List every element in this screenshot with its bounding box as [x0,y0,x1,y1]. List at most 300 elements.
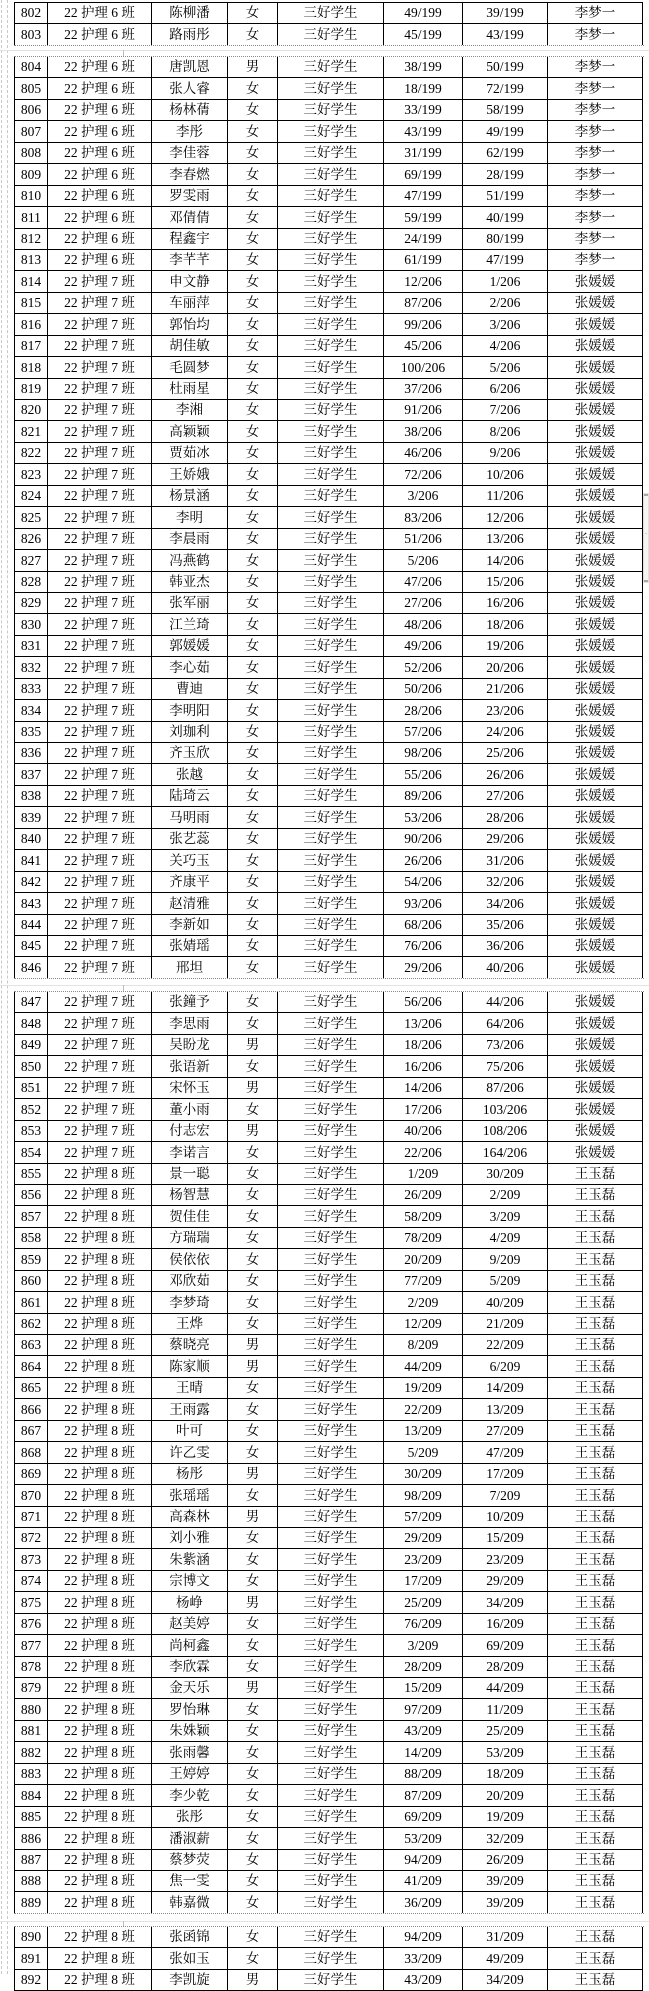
teacher-cell: 张媛媛 [548,935,643,956]
student-name-cell: 曹迪 [152,678,228,699]
rank1-cell: 12/206 [384,271,463,292]
award-cell: 三好学生 [278,1506,384,1527]
rank2-cell: 9/209 [463,1249,548,1270]
student-name-cell: 潘淑薪 [152,1828,228,1849]
class-cell: 22 护理 7 班 [48,721,152,742]
student-name-cell: 张艺蕊 [152,828,228,849]
award-cell: 三好学生 [278,99,384,120]
row-number-cell: 892 [15,1969,48,1990]
class-cell: 22 护理 6 班 [48,3,152,24]
class-cell: 22 护理 7 班 [48,1120,152,1141]
class-cell: 22 护理 8 班 [48,1206,152,1227]
award-cell: 三好学生 [278,1420,384,1441]
award-cell: 三好学生 [278,1549,384,1570]
rank2-cell: 18/206 [463,614,548,635]
teacher-cell: 张媛媛 [548,828,643,849]
row-number-cell: 804 [15,57,48,78]
rank1-cell: 24/199 [384,228,463,249]
table-row [15,1292,643,1313]
teacher-cell: 张媛媛 [548,485,643,506]
table-row [15,850,643,871]
page-gap-line [0,985,649,986]
gender-cell: 女 [228,400,278,421]
rank2-cell: 15/206 [463,571,548,592]
student-name-cell: 吴盼龙 [152,1034,228,1055]
class-cell: 22 护理 7 班 [48,442,152,463]
class-cell: 22 护理 8 班 [48,1699,152,1720]
table-row [15,1420,643,1441]
award-cell: 三好学生 [278,528,384,549]
rank2-cell: 32/209 [463,1828,548,1849]
table-row [15,1227,643,1248]
award-cell: 三好学生 [278,1163,384,1184]
table-row [15,228,643,249]
row-number-cell: 839 [15,807,48,828]
rank2-cell: 19/206 [463,635,548,656]
teacher-cell: 王玉磊 [548,1678,643,1699]
table-row [15,1828,643,1849]
rank1-cell: 29/206 [384,957,463,978]
row-number-cell: 808 [15,142,48,163]
class-cell: 22 护理 8 班 [48,1742,152,1763]
gender-cell: 女 [228,1527,278,1548]
teacher-cell: 王玉磊 [548,1549,643,1570]
student-name-cell: 冯燕鹤 [152,550,228,571]
row-number-cell: 877 [15,1635,48,1656]
student-name-cell: 张语新 [152,1056,228,1077]
rank2-cell: 9/206 [463,442,548,463]
teacher-cell: 张媛媛 [548,850,643,871]
rank1-cell: 3/209 [384,1635,463,1656]
student-name-cell: 邓欣茹 [152,1270,228,1291]
gender-cell: 女 [228,185,278,206]
rank2-cell: 62/199 [463,142,548,163]
class-cell: 22 护理 8 班 [48,1720,152,1741]
rank2-cell: 20/206 [463,657,548,678]
gender-cell: 女 [228,700,278,721]
table-row [15,1892,643,1913]
award-cell: 三好学生 [278,1527,384,1548]
rank2-cell: 64/206 [463,1013,548,1034]
gender-cell: 女 [228,635,278,656]
gender-cell: 女 [228,678,278,699]
table-row [15,185,643,206]
student-name-cell: 张如玉 [152,1948,228,1969]
gender-cell: 女 [228,1099,278,1120]
teacher-cell: 王玉磊 [548,1763,643,1784]
award-cell: 三好学生 [278,1249,384,1270]
award-cell: 三好学生 [278,1099,384,1120]
rank2-cell: 43/199 [463,24,548,45]
teacher-cell: 王玉磊 [548,1313,643,1334]
rank2-cell: 24/206 [463,721,548,742]
gender-cell: 女 [228,1806,278,1827]
rank1-cell: 76/209 [384,1613,463,1634]
award-cell: 三好学生 [278,614,384,635]
row-number-cell: 830 [15,614,48,635]
teacher-cell: 王玉磊 [548,1399,643,1420]
award-cell: 三好学生 [278,335,384,356]
rank2-cell: 36/206 [463,935,548,956]
gender-cell: 女 [228,1849,278,1870]
rank2-cell: 35/206 [463,914,548,935]
awards-table-page-1 [14,2,643,45]
gender-cell: 女 [228,1570,278,1591]
rank1-cell: 48/206 [384,614,463,635]
gender-cell: 女 [228,1249,278,1270]
award-cell: 三好学生 [278,1742,384,1763]
gender-cell: 女 [228,1270,278,1291]
table-row [15,1013,643,1034]
gender-cell: 女 [228,1485,278,1506]
teacher-cell: 王玉磊 [548,1656,643,1677]
award-cell: 三好学生 [278,657,384,678]
awards-table-page-4 [14,1927,643,1991]
class-cell: 22 护理 7 班 [48,378,152,399]
table-row [15,807,643,828]
award-cell: 三好学生 [278,1806,384,1827]
rank2-cell: 47/199 [463,249,548,270]
row-number-cell: 812 [15,228,48,249]
gender-cell: 女 [228,764,278,785]
rank2-cell: 39/209 [463,1892,548,1913]
row-number-cell: 872 [15,1527,48,1548]
class-cell: 22 护理 6 班 [48,228,152,249]
rank2-cell: 26/209 [463,1849,548,1870]
class-cell: 22 护理 7 班 [48,785,152,806]
student-name-cell: 张人睿 [152,78,228,99]
teacher-cell: 张媛媛 [548,764,643,785]
class-cell: 22 护理 7 班 [48,1034,152,1055]
student-name-cell: 郭怡均 [152,314,228,335]
class-cell: 22 护理 8 班 [48,1163,152,1184]
row-number-cell: 847 [15,992,48,1013]
gender-cell: 女 [228,657,278,678]
award-cell: 三好学生 [278,1485,384,1506]
row-number-cell: 802 [15,3,48,24]
rank1-cell: 25/209 [384,1592,463,1613]
student-name-cell: 李少乾 [152,1785,228,1806]
student-name-cell: 张越 [152,764,228,785]
table-row [15,1335,643,1356]
student-name-cell: 齐玉欣 [152,743,228,764]
class-cell: 22 护理 7 班 [48,550,152,571]
rank1-cell: 98/206 [384,743,463,764]
rank2-cell: 10/209 [463,1506,548,1527]
rank2-cell: 28/206 [463,807,548,828]
table-row [15,957,643,978]
teacher-cell: 王玉磊 [548,1720,643,1741]
teacher-cell: 张媛媛 [548,1142,643,1163]
student-name-cell: 蔡晓亮 [152,1335,228,1356]
row-number-cell: 806 [15,99,48,120]
table-row [15,1313,643,1334]
class-cell: 22 护理 8 班 [48,1335,152,1356]
student-name-cell: 高颖颖 [152,421,228,442]
gender-cell: 女 [228,228,278,249]
gender-cell: 女 [228,1142,278,1163]
award-cell: 三好学生 [278,1335,384,1356]
table-row [15,1077,643,1098]
award-cell: 三好学生 [278,421,384,442]
row-number-cell: 832 [15,657,48,678]
rank2-cell: 8/206 [463,421,548,442]
rank1-cell: 61/199 [384,249,463,270]
table-row [15,1485,643,1506]
rank2-cell: 29/206 [463,828,548,849]
row-number-cell: 875 [15,1592,48,1613]
teacher-cell: 王玉磊 [548,1506,643,1527]
rank1-cell: 17/209 [384,1570,463,1591]
row-number-cell: 860 [15,1270,48,1291]
award-cell: 三好学生 [278,78,384,99]
gender-cell: 女 [228,743,278,764]
student-name-cell: 陈柳潘 [152,3,228,24]
student-name-cell: 韩亚杰 [152,571,228,592]
award-cell: 三好学生 [278,1570,384,1591]
teacher-cell: 张媛媛 [548,442,643,463]
award-cell: 三好学生 [278,207,384,228]
award-cell: 三好学生 [278,1678,384,1699]
student-name-cell: 李湘 [152,400,228,421]
table-row [15,485,643,506]
teacher-cell: 张媛媛 [548,378,643,399]
rank2-cell: 108/206 [463,1120,548,1141]
class-cell: 22 护理 8 班 [48,1527,152,1548]
award-cell: 三好学生 [278,700,384,721]
gender-cell: 女 [228,571,278,592]
table-row [15,1506,643,1527]
gender-cell: 女 [228,893,278,914]
table-row [15,1142,643,1163]
row-number-cell: 824 [15,485,48,506]
class-cell: 22 护理 8 班 [48,1948,152,1969]
class-cell: 22 护理 7 班 [48,485,152,506]
table-row [15,421,643,442]
table-row [15,1377,643,1398]
vertical-scrollbar-thumb[interactable] [643,493,649,583]
teacher-cell: 张媛媛 [548,464,643,485]
rank2-cell: 50/199 [463,57,548,78]
page-margin-guide-inner [7,0,8,1974]
rank2-cell: 25/206 [463,743,548,764]
award-cell: 三好学生 [278,400,384,421]
award-cell: 三好学生 [278,464,384,485]
rank2-cell: 87/206 [463,1077,548,1098]
award-cell: 三好学生 [278,1699,384,1720]
teacher-cell: 王玉磊 [548,1806,643,1827]
teacher-cell: 王玉磊 [548,1292,643,1313]
table-row [15,1635,643,1656]
table-row [15,1742,643,1763]
class-cell: 22 护理 8 班 [48,1313,152,1334]
student-name-cell: 杨景涵 [152,485,228,506]
rank2-cell: 34/206 [463,893,548,914]
teacher-cell: 王玉磊 [548,1849,643,1870]
award-cell: 三好学生 [278,914,384,935]
teacher-cell: 张媛媛 [548,657,643,678]
gender-cell: 女 [228,614,278,635]
teacher-cell: 张媛媛 [548,314,643,335]
rank1-cell: 94/209 [384,1927,463,1948]
rank1-cell: 53/206 [384,807,463,828]
award-cell: 三好学生 [278,1635,384,1656]
rank1-cell: 18/206 [384,1034,463,1055]
student-name-cell: 高森林 [152,1506,228,1527]
teacher-cell: 王玉磊 [548,1420,643,1441]
page-section-4 [14,1926,644,1988]
table-row [15,764,643,785]
row-number-cell: 881 [15,1720,48,1741]
rank1-cell: 87/206 [384,292,463,313]
student-name-cell: 杨彤 [152,1463,228,1484]
page-margin-guide-outer [1,0,2,1974]
rank1-cell: 58/209 [384,1206,463,1227]
award-cell: 三好学生 [278,850,384,871]
rank2-cell: 15/209 [463,1527,548,1548]
gender-cell: 女 [228,249,278,270]
gender-cell: 女 [228,1292,278,1313]
teacher-cell: 李梦一 [548,78,643,99]
rank2-cell: 31/206 [463,850,548,871]
class-cell: 22 护理 8 班 [48,1292,152,1313]
award-cell: 三好学生 [278,292,384,313]
teacher-cell: 张媛媛 [548,957,643,978]
rank2-cell: 49/199 [463,121,548,142]
teacher-cell: 张媛媛 [548,1013,643,1034]
teacher-cell: 张媛媛 [548,807,643,828]
award-cell: 三好学生 [278,24,384,45]
rank1-cell: 49/206 [384,635,463,656]
student-name-cell: 尚柯鑫 [152,1635,228,1656]
rank1-cell: 55/206 [384,764,463,785]
row-number-cell: 876 [15,1613,48,1634]
class-cell: 22 护理 8 班 [48,1678,152,1699]
teacher-cell: 王玉磊 [548,1227,643,1248]
teacher-cell: 张媛媛 [548,421,643,442]
table-row [15,1399,643,1420]
gender-cell: 男 [228,1120,278,1141]
student-name-cell: 许乙雯 [152,1442,228,1463]
class-cell: 22 护理 6 班 [48,78,152,99]
rank2-cell: 19/209 [463,1806,548,1827]
student-name-cell: 马明雨 [152,807,228,828]
class-cell: 22 护理 7 班 [48,678,152,699]
award-cell: 三好学生 [278,1227,384,1248]
gender-cell: 女 [228,807,278,828]
class-cell: 22 护理 8 班 [48,1399,152,1420]
class-cell: 22 护理 6 班 [48,207,152,228]
teacher-cell: 李梦一 [548,207,643,228]
student-name-cell: 王烨 [152,1313,228,1334]
student-name-cell: 焦一雯 [152,1870,228,1891]
student-name-cell: 李诺言 [152,1142,228,1163]
gender-cell: 女 [228,121,278,142]
table-row [15,678,643,699]
gender-cell: 女 [228,335,278,356]
award-cell: 三好学生 [278,57,384,78]
rank2-cell: 13/209 [463,1399,548,1420]
award-cell: 三好学生 [278,678,384,699]
awards-table-page-3 [14,992,643,1913]
row-number-cell: 814 [15,271,48,292]
teacher-cell: 李梦一 [548,142,643,163]
teacher-cell: 王玉磊 [548,1969,643,1990]
table-row [15,142,643,163]
student-name-cell: 路雨彤 [152,24,228,45]
award-cell: 三好学生 [278,357,384,378]
rank1-cell: 5/209 [384,1442,463,1463]
rank2-cell: 72/199 [463,78,548,99]
teacher-cell: 张媛媛 [548,721,643,742]
award-cell: 三好学生 [278,785,384,806]
rank2-cell: 53/209 [463,1742,548,1763]
table-row [15,828,643,849]
rank1-cell: 22/206 [384,1142,463,1163]
rank2-cell: 30/209 [463,1163,548,1184]
award-cell: 三好学生 [278,635,384,656]
table-row [15,528,643,549]
rank1-cell: 56/206 [384,992,463,1013]
gender-cell: 女 [228,1892,278,1913]
rank2-cell: 27/206 [463,785,548,806]
gender-cell: 女 [228,1163,278,1184]
rank2-cell: 103/206 [463,1099,548,1120]
row-number-cell: 827 [15,550,48,571]
row-number-cell: 848 [15,1013,48,1034]
gender-cell: 女 [228,1399,278,1420]
table-row [15,378,643,399]
rank1-cell: 18/199 [384,78,463,99]
rank1-cell: 33/199 [384,99,463,120]
award-cell: 三好学生 [278,721,384,742]
teacher-cell: 王玉磊 [548,1635,643,1656]
row-number-cell: 818 [15,357,48,378]
gender-cell: 女 [228,1613,278,1634]
rank1-cell: 94/209 [384,1849,463,1870]
gender-cell: 女 [228,828,278,849]
table-row [15,635,643,656]
student-name-cell: 李梦琦 [152,1292,228,1313]
rank2-cell: 75/206 [463,1056,548,1077]
row-number-cell: 820 [15,400,48,421]
rank1-cell: 5/206 [384,550,463,571]
award-cell: 三好学生 [278,1849,384,1870]
row-number-cell: 810 [15,185,48,206]
rank2-cell: 34/209 [463,1969,548,1990]
gender-cell: 女 [228,314,278,335]
table-row [15,400,643,421]
rank2-cell: 3/209 [463,1206,548,1227]
table-row [15,992,643,1013]
row-number-cell: 831 [15,635,48,656]
award-cell: 三好学生 [278,893,384,914]
row-number-cell: 850 [15,1056,48,1077]
table-row [15,1720,643,1741]
row-number-cell: 807 [15,121,48,142]
student-name-cell: 李芊芊 [152,249,228,270]
table-row [15,1034,643,1055]
student-name-cell: 王婷婷 [152,1763,228,1784]
table-row [15,1120,643,1141]
student-name-cell: 杨智慧 [152,1184,228,1205]
student-name-cell: 杨林蒨 [152,99,228,120]
table-row [15,785,643,806]
row-number-cell: 882 [15,1742,48,1763]
award-cell: 三好学生 [278,1292,384,1313]
class-cell: 22 护理 7 班 [48,828,152,849]
class-cell: 22 护理 7 班 [48,335,152,356]
